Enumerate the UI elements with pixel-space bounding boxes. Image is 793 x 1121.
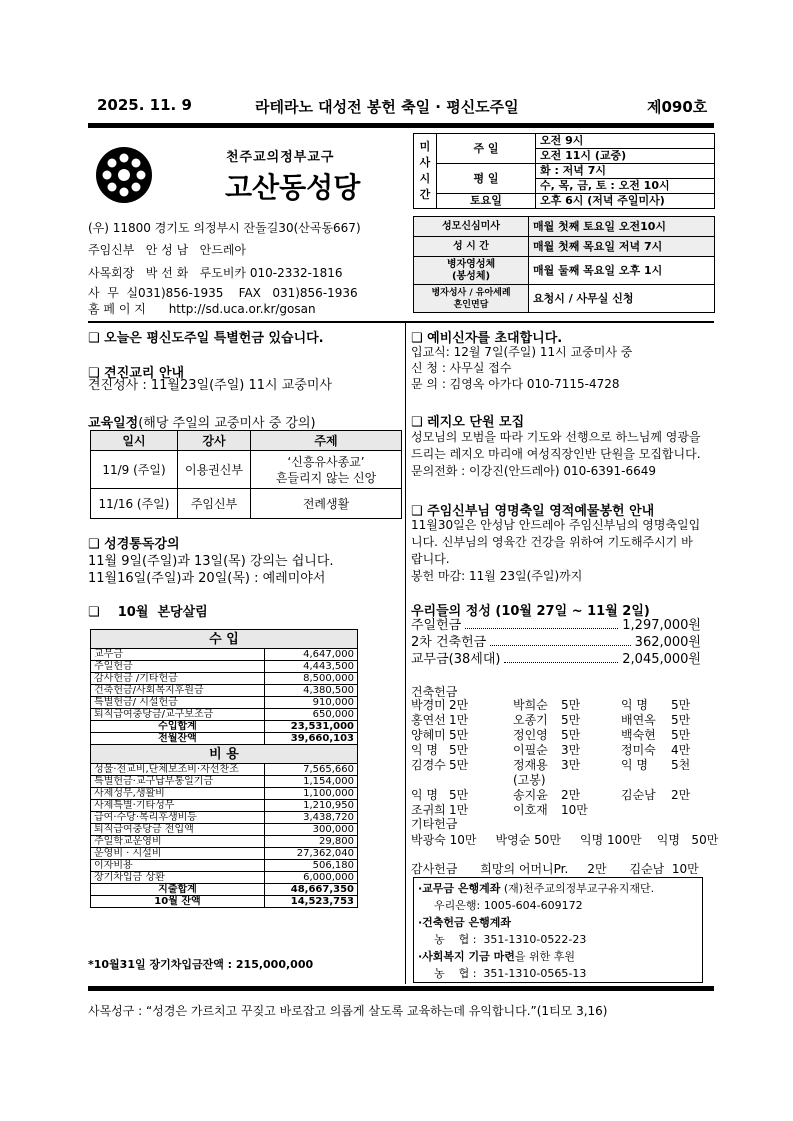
column-divider [405,323,406,984]
donor-name: 오종기 [513,713,548,727]
donor-amount: 5만 [671,713,691,727]
donor-name: 이필순 [513,743,548,757]
finance-item-value: 29,800 [265,836,358,848]
legio-line: 성모님의 모범을 따라 기도와 선행으로 하느님께 영광을 [411,430,701,444]
donor-name: 정미숙 [621,743,656,757]
finance-item-label: 이자비용 [91,860,265,872]
diocese-name: 천주교의정부교구 [226,150,335,165]
edu-date: 11/9 (주일) [91,451,178,489]
donor-name: 박희순 [513,698,548,712]
finance-item-value: 506,180 [265,860,358,872]
mass-value: 오전 9시 [536,134,715,149]
donor-amount: 5만 [561,713,581,727]
offering-label: 교무금(38세대) [411,652,501,667]
donor-name: 익 명 [621,758,648,772]
edu-header: 강사 [178,431,251,451]
donor-name: 홍연선 [411,713,446,727]
bank-account: 우리은행: 1005-604-609172 [434,899,583,912]
donor-amount: 5만 [671,698,691,712]
bank-account: 농 협 : 351-1310-0565-13 [434,967,587,980]
finance-item-label: 건축헌금/사회복지후원금 [91,685,265,697]
parish-pastor: 주임신부 안 성 남 안드레아 [88,243,247,257]
donor-name: 익 명 [411,743,438,757]
balance-label: 10월 잔액 [91,896,265,908]
confirmation-text: 견진성사 : 11월23일(주일) 11시 교중미사 [88,378,332,393]
edu-lecturer: 이용권신부 [178,451,251,489]
building-row [411,743,706,758]
prev-balance-label: 전월잔액 [91,733,265,745]
mass-value: 화 : 저녁 7시 [536,164,715,179]
service-label: 성모신심미사 [414,217,529,237]
section-rule [88,321,714,323]
finance-item-value: 4,380,500 [265,685,358,697]
finance-item-value: 650,000 [265,709,358,721]
finance-item-label: 특별헌금·교구납부통일기금 [91,776,265,788]
bank-note: 을 위한 후원 [514,950,575,963]
thanks-offering-line: 감사헌금 희망의 어머니Pr. 2만 김순남 10만 [411,862,699,876]
finance-item-value: 27,362,040 [265,848,358,860]
other-offering-line: 박광숙 10만 박영순 50만 익명 100만 익명 50만 [411,833,719,847]
donor-name: 양혜미 [411,728,446,742]
other-offering-title: 기타헌금 [411,817,458,831]
expense-total-label: 지출합계 [91,884,265,896]
mass-value: 오후 6시 (저녁 주일미사) [536,194,715,209]
offering-row [411,651,701,668]
mass-label-weekday: 평 일 [437,164,536,194]
feast-line: 니다. 신부님의 영육간 건강을 위하여 기도해주시기 바 [411,535,693,549]
bible-title: ❑ 성경통독강의 [88,537,180,552]
offering-title: 우리들의 정성 (10월 27일 ~ 11월 2일) [411,604,650,619]
service-value: 요청시 / 사무실 신청 [529,285,715,313]
service-label: 병자영성체 (봉성체) [414,257,529,285]
finance-item-value: 8,500,000 [265,673,358,685]
expense-total-value: 48,667,350 [265,884,358,896]
donor-name: 김순남 [621,788,656,802]
parish-council: 사목회장 박 선 화 루도비카 010-2332-1816 [88,266,343,280]
bank-foundation: (재)천주교의정부교구유지재단. [500,882,655,895]
finance-item-value: 1,154,000 [265,776,358,788]
finance-item-value: 1,210,950 [265,800,358,812]
donor-amount: 2만 [449,698,469,712]
donor-amount: 5만 [671,728,691,742]
finance-item-label: 특별헌금/ 시설헌금 [91,697,265,709]
edu-schedule-table [90,430,402,519]
building-row [411,758,706,788]
donor-amount: 4만 [671,743,691,757]
service-value: 매월 첫째 목요일 저녁 7시 [529,237,715,257]
donor-name: 이호재 [513,803,548,817]
donor-name: 박경미 [411,698,446,712]
donor-name: 백숙현 [621,728,656,742]
donor-name: 정인영 [513,728,548,742]
donor-name: 정재용(고봉) [513,758,548,787]
prev-balance-value: 39,660,103 [265,733,358,745]
edu-topic-line: ‘신흥유사종교’ [287,454,365,469]
building-title: 건축헌금 [411,685,458,699]
parish-homepage[interactable]: 홈 페 이 지 http://sd.uca.or.kr/gosan [88,302,316,316]
donor-amount: 3만 [561,758,581,772]
donor-amount: 5만 [561,698,581,712]
service-label: 병자성사 / 유아세례 혼인면담 [414,285,529,313]
finance-item-label: 퇴직급여충당금 전입액 [91,824,265,836]
donor-name: 김경수 [411,758,446,772]
service-value: 매월 첫째 토요일 오전10시 [529,217,715,237]
offering-row [411,617,701,634]
parish-logo-icon [95,146,153,204]
offering-amount: 2,045,000원 [622,652,701,667]
donor-amount: 5만 [449,758,469,772]
pastoral-motto: 사목성구 : “성경은 가르치고 꾸짖고 바로잡고 의롭게 살도록 교육하는데 유익합니다.”(1티모 3,16) [88,1004,608,1018]
offering-amount: 362,000원 [634,635,701,650]
building-row [411,728,706,743]
finance-item-label: 교무금 [91,649,265,661]
donor-amount: 5만 [449,788,469,802]
footer-rule [88,986,714,991]
finance-item-value: 6,000,000 [265,872,358,884]
parish-name: 고산동성당 [225,171,361,204]
finance-item-label: 퇴직급여충당금/교구보조금 [91,709,265,721]
offering-amount: 1,297,000원 [622,618,701,633]
bible-line: 11월16일(주일)과 20일(목) : 예레미야서 [88,571,326,586]
finance-item-value: 7,565,660 [265,764,358,776]
donor-amount: 5만 [449,743,469,757]
donor-amount: 2만 [561,788,581,802]
building-row [411,788,706,803]
finance-item-value: 1,100,000 [265,788,358,800]
edu-topic: 전례생활 [251,489,402,519]
bible-line: 11월 9일(주일)과 13일(목) 강의는 쉽니다. [88,554,334,569]
edu-header: 일시 [91,431,178,451]
finance-item-value: 4,443,500 [265,661,358,673]
donor-name: 조귀희 [411,803,446,817]
mass-label-saturday: 토요일 [437,194,536,209]
catechumen-line: 문 의 : 김영옥 아가다 010-7115-4728 [411,377,620,391]
offering-row [411,634,701,651]
edu-header: 주제 [251,431,402,451]
service-label: 성 시 간 [414,237,529,257]
bank-line [418,948,575,964]
finance-item-value: 3,438,720 [265,812,358,824]
building-row [411,698,706,713]
finance-item-label: 운영비 · 시설비 [91,848,265,860]
expense-header: 비 용 [91,745,358,764]
offering-list [411,617,701,668]
donor-amount: 3만 [561,743,581,757]
finance-item-label: 급여·수당·복리후생비등 [91,812,265,824]
bank-label: ·교무금 은행계좌 [418,882,501,895]
building-list [411,698,706,818]
finance-title: ❑ 10월 본당살림 [88,605,208,620]
edu-lecturer: 주임신부 [178,489,251,519]
feast-title: ❑ 주임신부님 영명축일 영적예물봉헌 안내 [411,504,655,519]
finance-item-value: 910,000 [265,697,358,709]
donor-amount: 1만 [449,713,469,727]
finance-item-label: 사제특별·기타성무 [91,800,265,812]
issue-date: 2025. 11. 9 [97,96,192,114]
finance-item-label: 주일학교운영비 [91,836,265,848]
finance-item-value: 300,000 [265,824,358,836]
bank-accounts-box [413,877,703,983]
catechumen-line: 신 청 : 사무실 접수 [411,361,512,375]
issue-title: 라테라노 대성전 봉헌 축일 · 평신도주일 [255,98,519,116]
edu-topic [251,451,402,489]
building-row [411,713,706,728]
confirmation-title: ❑ 견진교리 안내 [88,366,185,381]
leader-dots [465,617,618,629]
mass-times-table [413,133,715,209]
finance-item-label: 사제성무,생활비 [91,788,265,800]
donor-name [621,803,671,818]
header-rule [88,123,714,128]
donor-name: 익 명 [621,698,648,712]
mass-label-sunday: 주 일 [437,134,536,164]
mass-side-label: 미 사 시 간 [414,134,437,209]
feast-line: 봉헌 마감: 11월 23일(주일)까지 [411,569,583,583]
leader-dots [490,634,630,646]
edu-subtitle: (해당 주일의 교중미사 중 강의) [138,416,316,431]
issue-number: 제090호 [647,98,708,116]
bank-line [418,880,654,896]
leader-dots [504,651,618,663]
feast-line: 11월30일은 안성남 안드레아 주임신부님의 영명축일입 [411,518,701,532]
donor-name: 익 명 [411,788,438,802]
income-total-label: 수입합계 [91,721,265,733]
finance-table [90,629,358,908]
other-services-table [413,216,715,313]
balance-value: 14,523,753 [265,896,358,908]
feast-line: 랍니다. [411,552,450,566]
mass-value: 오전 11시 (교중) [536,149,715,164]
donor-name: 송지윤 [513,788,548,802]
edu-topic-line: 흔들리지 않는 신앙 [275,470,377,485]
edu-date: 11/16 (주일) [91,489,178,519]
bank-label: ·건축헌금 은행계좌 [418,916,512,929]
donor-amount: 10만 [561,803,588,817]
legio-line: 드리는 레지오 마리애 여성직장인반 단원을 모집합니다. [411,447,701,461]
mass-value: 수, 목, 금, 토 : 오전 10시 [536,179,715,194]
donor-name: 배연옥 [621,713,656,727]
service-value: 매월 둘째 목요일 오후 1시 [529,257,715,285]
edu-title: 교육일정 [88,416,139,431]
finance-item-label: 감사헌금 /기타헌금 [91,673,265,685]
legio-title: ❑ 레지오 단원 모집 [411,415,525,430]
donor-amount [671,803,701,818]
offering-label: 주일헌금 [411,618,462,633]
finance-item-label: 성물·전교비,단체보조비·자선찬조 [91,764,265,776]
catechumen-title: ❑ 예비신자를 초대합니다. [411,331,563,346]
bank-label: ·사회복지 기금 마련 [418,950,515,963]
loan-note: *10월31일 장기차입금잔액 : 215,000,000 [88,958,314,971]
notice-special-offering: ❑ 오늘은 평신도주일 특별헌금 있습니다. [88,331,324,346]
donor-amount: 2만 [671,788,691,802]
donor-amount: 1만 [449,803,469,817]
finance-item-label: 장기차입금 상환 [91,872,265,884]
donor-amount: 5만 [449,728,469,742]
offering-label: 2차 건축헌금 [411,635,487,650]
bank-account: 농 협 : 351-1310-0522-23 [434,933,587,946]
income-header: 수 입 [91,630,358,649]
parish-office: 사 무 실031)856-1935 FAX 031)856-1936 [88,286,358,300]
finance-item-value: 4,647,000 [265,649,358,661]
legio-line: 문의전화 : 이강진(안드레아) 010-6391-6649 [411,464,657,478]
parish-address: (우) 11800 경기도 의정부시 잔돌길30(산곡동667) [88,221,361,235]
donor-amount: 5천 [671,758,691,772]
edu-heading [88,412,316,431]
finance-item-label: 주일헌금 [91,661,265,673]
income-total-value: 23,531,000 [265,721,358,733]
donor-amount: 5만 [561,728,581,742]
catechumen-line: 입교식: 12월 7일(주일) 11시 교중미사 중 [411,345,633,359]
